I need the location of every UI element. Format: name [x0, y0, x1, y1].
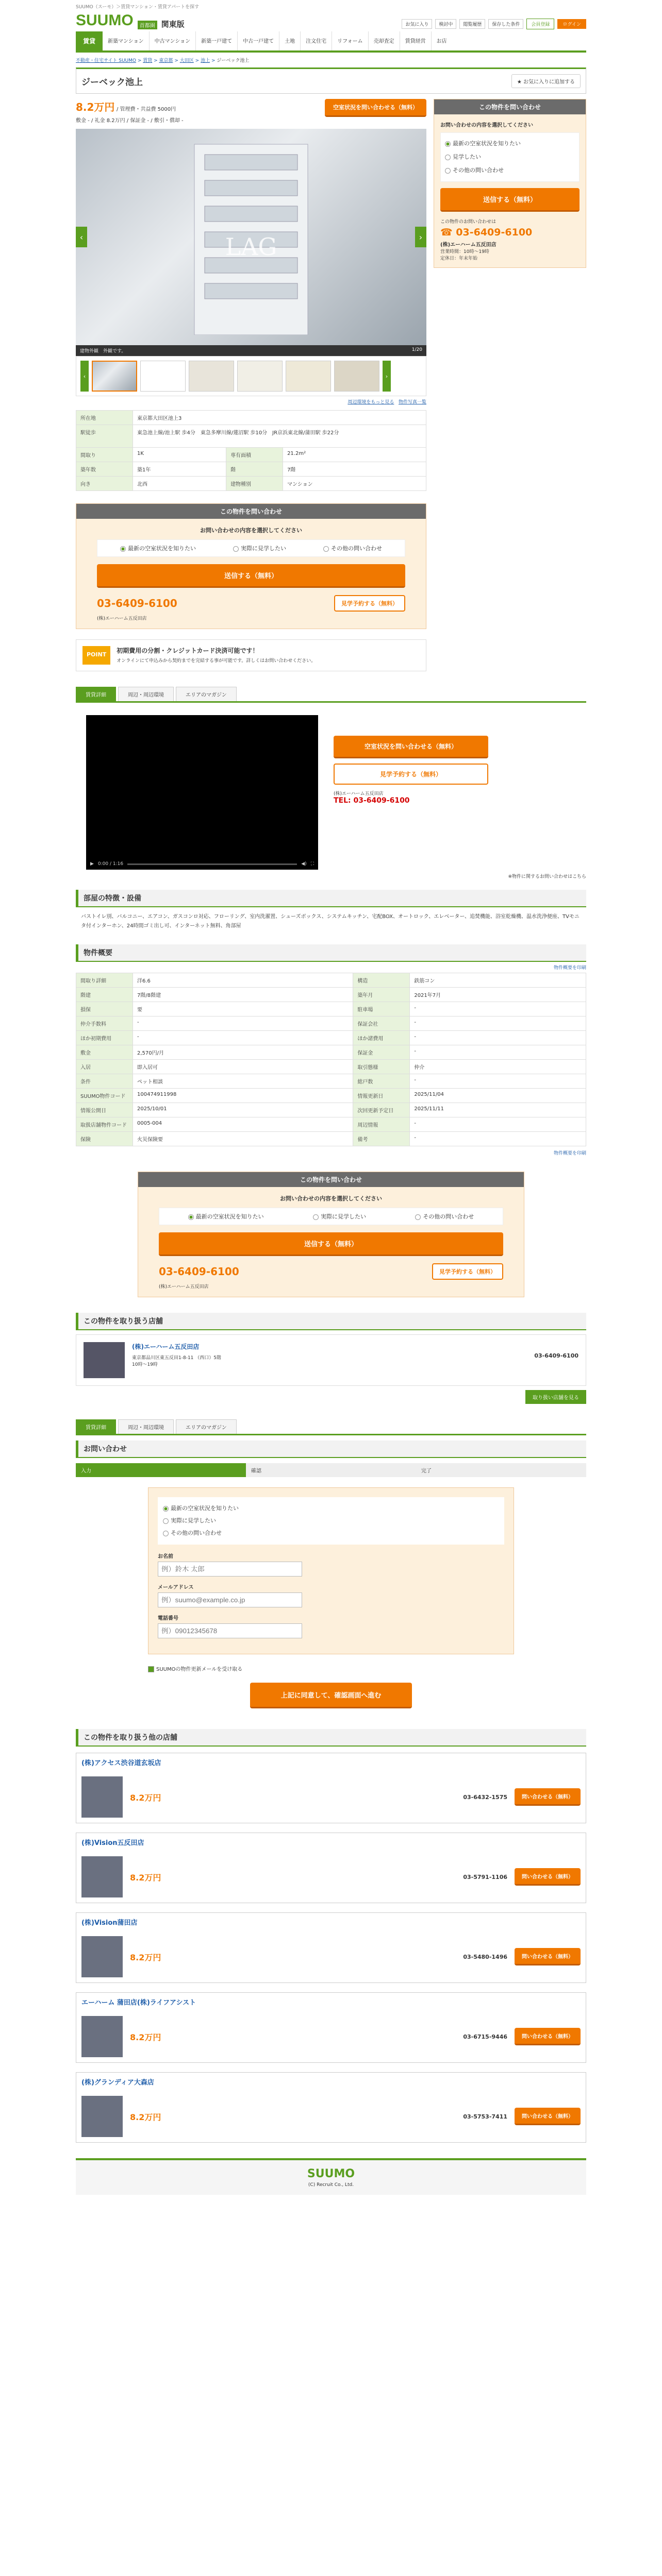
shop-name[interactable]: エーハーム 蒲田店(株)ライフアシスト	[81, 1999, 196, 2007]
option-label: 実際に見学したい	[241, 545, 286, 552]
breadcrumb-item[interactable]: 大田区	[179, 58, 194, 63]
option-label: 最新の空室状況を知りたい	[171, 1505, 239, 1512]
video-inquiry-button[interactable]: 空室状況を問い合わせる（無料）	[334, 736, 488, 758]
inquiry-option[interactable]	[313, 1212, 366, 1221]
name-field[interactable]	[158, 1562, 302, 1577]
phone-number: 03-6409-6100	[456, 227, 533, 238]
handler-address: 東京都品川区東五反田1-8-11 （西口）5階	[132, 1355, 221, 1361]
step-done: 完了	[416, 1463, 586, 1477]
shop-tel: 03-5480-1496	[463, 1953, 507, 1960]
overview-value: -	[410, 1002, 586, 1016]
shop-rent: 8.2万円	[130, 1952, 161, 1962]
thumbnail[interactable]	[237, 361, 283, 392]
shop-photo	[81, 1776, 123, 1818]
shop-tel: 03-6432-1575	[463, 1793, 507, 1801]
phone-number: 03-6409-6100	[159, 1265, 239, 1278]
inquiry-option[interactable]	[188, 1212, 264, 1221]
sidebar-submit[interactable]: 送信する（無料）	[440, 188, 580, 212]
tel-label: 電話番号	[158, 1616, 178, 1621]
option-label: 見学したい	[453, 154, 481, 160]
overview-value: 火災保険要	[133, 1132, 353, 1146]
handler-tel: 03-6409-6100	[534, 1352, 578, 1359]
tel-field[interactable]	[158, 1623, 302, 1638]
overview-row	[76, 1074, 586, 1089]
contact-option[interactable]	[163, 1527, 499, 1539]
overview-value: 2,570円/月	[133, 1045, 353, 1060]
overview-value: -	[133, 1031, 353, 1045]
overview-value: -	[410, 1045, 586, 1060]
thumbnail[interactable]	[92, 361, 137, 392]
overview-row	[76, 1031, 586, 1045]
detail-label: 専有面積	[226, 448, 283, 462]
shop-head	[76, 1913, 586, 1931]
handler-hours: 10時〜19時	[132, 1362, 158, 1367]
overview-label: 条件	[76, 1074, 133, 1089]
video-note: ※物件に関するお問い合わせはこちら	[508, 874, 586, 879]
submit-button[interactable]: 送信する（無料）	[159, 1232, 503, 1256]
inquiry-head: この物件を問い合わせ	[138, 1172, 524, 1187]
overview-value: -	[410, 1074, 586, 1089]
phone-number: 03-6409-6100	[353, 796, 410, 805]
shop-head	[76, 1753, 586, 1771]
detail-label: 築年数	[76, 462, 133, 477]
inquiry-option[interactable]	[120, 544, 196, 552]
building-illustration	[174, 139, 328, 335]
overview-row	[76, 1002, 586, 1016]
tab-detail[interactable]: 賃貸詳細	[76, 1419, 116, 1434]
video-visit-button[interactable]: 見学予約する（無料）	[334, 764, 488, 785]
detail-value: 東京都大田区池上3	[133, 411, 426, 425]
shop-card	[76, 1912, 586, 1983]
tab-bar	[76, 687, 586, 703]
option-label: その他の問い合わせ	[331, 545, 382, 552]
nav-item[interactable]: 注文住宅	[301, 31, 332, 50]
shop-photo	[81, 2096, 123, 2137]
detail-value: マンション	[283, 477, 426, 491]
shop-inquiry-button[interactable]: 問い合わせる（無料）	[515, 1868, 581, 1886]
shop-tel: 03-5753-7411	[463, 2113, 507, 2120]
option-label: 最新の空室状況を知りたい	[128, 545, 196, 552]
contact-form	[148, 1487, 514, 1654]
breadcrumb-current: ジーベック池上	[217, 58, 250, 63]
breadcrumb-item[interactable]: 不動産・住宅サイト SUUMO	[76, 58, 136, 63]
overview-value: 仲介	[410, 1060, 586, 1074]
shop-inquiry-button[interactable]: 問い合わせる（無料）	[515, 2028, 581, 2045]
nav-item[interactable]: 売却査定	[369, 31, 400, 50]
overview-label: 保証金	[353, 1045, 410, 1060]
overview-note[interactable]: 物件概要を印刷	[553, 1151, 586, 1156]
overview-label: 取引態様	[353, 1060, 410, 1074]
breadcrumb-item[interactable]: 賃貸	[143, 58, 153, 63]
shop-card	[76, 2072, 586, 2143]
top-link[interactable]: 検討中	[435, 19, 456, 29]
video-player[interactable]	[86, 715, 318, 870]
thumbnail[interactable]	[286, 361, 331, 392]
fee: / 管理費・共益費 5000円	[116, 107, 176, 112]
overview-label: 総戸数	[353, 1074, 410, 1089]
tab-magazine[interactable]: エリアのマガジン	[176, 1419, 237, 1434]
shop-name: (株)エーハーム五反田店	[159, 1284, 209, 1290]
shop-rent: 8.2万円	[130, 1792, 161, 1803]
option-label: その他の問い合わせ	[423, 1213, 474, 1220]
overview-label: 周辺情報	[353, 1117, 410, 1132]
top-link[interactable]: 保存した条件	[488, 19, 523, 29]
overview-title: 物件概要	[76, 944, 586, 962]
member-button[interactable]: 会員登録	[526, 19, 554, 29]
shop-tel: 03-5791-1106	[463, 1873, 507, 1880]
handler-card	[76, 1334, 586, 1386]
inquiry-question: お問い合わせの内容を選択してください	[280, 1195, 382, 1202]
name-label: お名前	[158, 1554, 173, 1560]
inquiry-option[interactable]	[323, 544, 382, 552]
sidebar-option[interactable]	[445, 150, 575, 164]
nav-item[interactable]: 賃貸	[76, 31, 103, 50]
inquiry-button[interactable]: 空室状況を問い合わせる（無料）	[325, 99, 426, 117]
shop-head	[76, 1833, 586, 1851]
shop-card	[76, 1753, 586, 1823]
overview-value: ペット相談	[133, 1074, 353, 1089]
tab-magazine[interactable]: エリアのマガジン	[176, 687, 237, 701]
detail-value: 1K	[133, 448, 226, 462]
photo-count: 1/20	[411, 347, 422, 352]
shop-rent: 8.2万円	[130, 1872, 161, 1883]
breadcrumb-item[interactable]: 池上	[201, 58, 210, 63]
contact-option[interactable]	[163, 1502, 499, 1515]
inquiry-box	[76, 503, 426, 629]
overview-row	[76, 1132, 586, 1146]
point-title: 初期費用の分割・クレジットカード決済可能です！	[117, 647, 259, 654]
overview-value: 100474911998	[133, 1089, 353, 1103]
shop-card	[76, 1833, 586, 1903]
overview-table	[76, 973, 586, 1146]
shop-name: (株)エーハーム五反田店	[97, 616, 147, 621]
main-column	[76, 99, 426, 671]
fullscreen-icon[interactable]: ⛶	[310, 861, 314, 867]
overview-label: 情報公開日	[76, 1103, 133, 1117]
overview-label: 駐車場	[353, 1002, 410, 1016]
email-field[interactable]	[158, 1592, 302, 1607]
step-confirm: 確認	[246, 1463, 416, 1477]
overview-value: -	[410, 1016, 586, 1031]
handler-photo	[84, 1342, 125, 1378]
env-link[interactable]: 周辺環境をもっと見る	[347, 400, 394, 405]
photo-list-link[interactable]: 物件写真一覧	[398, 400, 426, 405]
point-text: オンラインにて申込みから契約までを完結する事が可能です。詳しくはお問い合わせください。	[117, 658, 316, 664]
sidebar-option[interactable]	[445, 137, 575, 150]
checkbox-label: SUUMOの物件更新メールを受け取る	[156, 1667, 243, 1672]
point-box	[76, 639, 426, 671]
thumbnail[interactable]	[140, 361, 186, 392]
detail-label: 建物種別	[226, 477, 283, 491]
overview-label: 入居	[76, 1060, 133, 1074]
detail-label: 階	[226, 462, 283, 477]
svg-text:LAG: LAG	[225, 233, 277, 261]
visit-button[interactable]: 見学予約する（無料）	[334, 595, 405, 612]
print-link[interactable]: 物件概要を印刷	[553, 965, 586, 971]
contact-option[interactable]	[163, 1515, 499, 1527]
contact-title: お問い合わせ	[76, 1440, 586, 1458]
overview-row	[76, 1089, 586, 1103]
video-shop: (株)エーハーム五反田店	[334, 791, 384, 796]
overview-label: 築年月	[353, 988, 410, 1002]
overview-value: 要	[133, 1002, 353, 1016]
overview-label: 取扱店舗物件コード	[76, 1117, 133, 1132]
nav-item[interactable]: 中古マンション	[150, 31, 196, 50]
sidebar-holiday: 定休日：年末年始	[440, 256, 478, 261]
handler-shop[interactable]: (株)エーハーム五反田店	[132, 1343, 200, 1350]
shop-card	[76, 1992, 586, 2063]
tab-surroundings[interactable]: 周辺・周辺環境	[118, 1419, 174, 1434]
shop-inquiry-button[interactable]: 問い合わせる（無料）	[515, 1788, 581, 1806]
overview-value: 7階/8階建	[133, 988, 353, 1002]
play-icon[interactable]: ▶	[90, 861, 94, 867]
thumb-prev-icon[interactable]: ‹	[80, 361, 89, 392]
features-text: バストイレ別、バルコニー、エアコン、ガスコンロ対応、フローリング、室内洗濯置、シューズボックス、システムキッチン、宅配BOX、オートロック、エレベーター、追焚機能、浴室乾燥機、温水洗浄便座、TVモニタ付インターホン、24時間ゴミ出し可、インターネット無料、角部屋	[81, 914, 580, 929]
email-label: メールアドレス	[158, 1585, 194, 1590]
page	[76, 0, 586, 2195]
submit-button[interactable]: 送信する（無料）	[97, 564, 405, 588]
nav-item[interactable]: 賃貸経営	[400, 31, 432, 50]
mail-checkbox[interactable]	[148, 1666, 154, 1672]
overview-value: 鉄筋コン	[410, 973, 586, 988]
shop-photo	[81, 1936, 123, 1977]
sidebar-option[interactable]	[445, 164, 575, 177]
overview-label: 間取り詳細	[76, 973, 133, 988]
page-title: ジーベック池上	[81, 77, 143, 88]
sidebar-hours: 営業時間：10時〜19時	[440, 249, 489, 255]
detail-label: 駅徒歩	[76, 425, 133, 448]
overview-label: 保証会社	[353, 1016, 410, 1031]
overview-label: 階建	[76, 988, 133, 1002]
overview-row	[76, 1060, 586, 1074]
overview-value: -	[410, 1132, 586, 1146]
breadcrumb: 不動産・住宅サイト SUUMO > 賃貸 > 東京都 > 大田区 > 池上 > ジーベック池上	[76, 58, 250, 63]
overview-label: 情報更新日	[353, 1089, 410, 1103]
top-link[interactable]: 閲覧履歴	[459, 19, 485, 29]
breadcrumb-item[interactable]: 東京都	[159, 58, 173, 63]
overview-row	[76, 1016, 586, 1031]
nav-item[interactable]: 新築マンション	[103, 31, 150, 50]
inquiry-question: お問い合わせの内容を選択してください	[200, 527, 302, 534]
mail-checkbox-row[interactable]	[148, 1665, 514, 1672]
overview-label: 次回更新予定日	[353, 1103, 410, 1117]
region-tag: 首都圏	[138, 21, 157, 29]
detail-value: 東急池上線/池上駅 歩4分 東急多摩川線/蓮沼駅 歩10分 JR京浜東北線/蒲田駅 歩22分	[133, 425, 426, 448]
detail-label: 向き	[76, 477, 133, 491]
option-label: 実際に見学したい	[171, 1517, 216, 1524]
overview-value: -	[410, 1031, 586, 1045]
volume-icon[interactable]: ◀)	[301, 861, 307, 867]
tel-label: この物件のお問い合わせは	[440, 219, 496, 225]
confirm-button[interactable]: 上記に同意して、確認画面へ進む	[250, 1683, 412, 1708]
shop-rent: 8.2万円	[130, 2032, 161, 2042]
thumb-next-icon[interactable]: ›	[383, 361, 391, 392]
top-text: SUUMO（スーモ）＞賃貸マンション・賃貸アパートを探す	[76, 5, 200, 10]
inquiry-option[interactable]	[415, 1212, 474, 1221]
overview-label: 保険	[76, 1132, 133, 1146]
overview-value: 2025/11/11	[410, 1103, 586, 1117]
overview-row	[76, 1117, 586, 1132]
header	[76, 12, 586, 31]
title-bar	[76, 67, 586, 94]
overview-value: 洋6.6	[133, 973, 353, 988]
step-input: 入力	[76, 1463, 246, 1477]
shop-name[interactable]: (株)グランディア大森店	[81, 2079, 154, 2087]
sidebar-head: この物件を問い合わせ	[434, 99, 586, 114]
favorite-button[interactable]: ★ お気に入りに追加する	[511, 74, 581, 88]
others-list	[76, 1753, 586, 2143]
shop-rent: 8.2万円	[130, 2112, 161, 2122]
sidebar-shop: (株)エーハーム五反田店	[440, 242, 496, 248]
video-time: 0:00 / 1:16	[97, 861, 124, 867]
main-photo[interactable]	[76, 129, 426, 345]
overview-label: ほか初期費用	[76, 1031, 133, 1045]
overview-value: -	[133, 1016, 353, 1031]
detail-table	[76, 410, 426, 491]
detail-label: 間取り	[76, 448, 133, 462]
prev-photo-icon[interactable]: ‹	[76, 227, 87, 247]
thumbnail[interactable]	[334, 361, 379, 392]
overview-value: 0005-004	[133, 1117, 353, 1132]
option-label: 最新の空室状況を知りたい	[195, 1213, 264, 1220]
option-label: 最新の空室状況を知りたい	[453, 140, 521, 147]
overview-value: 2025/11/04	[410, 1089, 586, 1103]
sidebar-question: お問い合わせの内容を選択してください	[440, 123, 533, 128]
detail-value: 7階	[283, 462, 426, 477]
photo-caption: 建物外観 外観です。	[80, 349, 126, 354]
next-photo-icon[interactable]: ›	[415, 227, 426, 247]
overview-value: 2021年7月	[410, 988, 586, 1002]
sidebar-inquiry	[434, 99, 586, 268]
option-label: その他の問い合わせ	[171, 1530, 222, 1536]
visit-button[interactable]: 見学予約する（無料）	[432, 1263, 503, 1280]
overview-label: 仲介手数料	[76, 1016, 133, 1031]
overview-row	[76, 988, 586, 1002]
sidebar	[434, 99, 586, 671]
detail-value: 21.2m²	[283, 448, 426, 462]
sidebar-tel	[440, 227, 580, 238]
top-link[interactable]: お気に入り	[402, 19, 432, 29]
copyright: (C) Recruit Co., Ltd.	[308, 2182, 354, 2188]
overview-value: 2025/10/01	[133, 1103, 353, 1117]
detail-label: 所在地	[76, 411, 133, 425]
thumbnail[interactable]	[189, 361, 234, 392]
overview-label: 敷金	[76, 1045, 133, 1060]
shop-inquiry-button[interactable]: 問い合わせる（無料）	[515, 2108, 581, 2125]
phone-number: 03-6409-6100	[97, 597, 177, 609]
overview-row	[76, 973, 586, 988]
nav-item[interactable]: 新築一戸建て	[196, 31, 238, 50]
deposit-line: 敷金 - / 礼金 8.2万円 / 保証金 - / 敷引・償却 -	[76, 118, 184, 124]
nav-item[interactable]: 中古一戸建て	[238, 31, 279, 50]
features-title: 部屋の特徴・設備	[76, 890, 586, 907]
shop-name[interactable]: (株)Vision五反田店	[81, 1839, 144, 1847]
region[interactable]: 関東版	[161, 20, 185, 29]
footer-logo[interactable]: SUUMO	[307, 2167, 355, 2180]
overview-row	[76, 1103, 586, 1117]
nav-item[interactable]: お店	[436, 39, 447, 44]
handler-title: この物件を取り扱う店舗	[76, 1313, 586, 1330]
handler-button[interactable]: 取り扱い店舗を見る	[525, 1390, 586, 1404]
shop-inquiry-button[interactable]: 問い合わせる（無料）	[515, 1948, 581, 1965]
overview-value: -	[410, 1117, 586, 1132]
inquiry-head: この物件を問い合わせ	[76, 504, 426, 519]
footer	[76, 2158, 586, 2195]
option-label: 実際に見学したい	[320, 1213, 366, 1220]
shop-photo	[81, 2016, 123, 2057]
thumbnail-strip	[76, 356, 426, 396]
shop-tel: 03-6715-9446	[463, 2033, 507, 2040]
phone-icon: ☎	[440, 227, 456, 238]
shop-name[interactable]: (株)アクセス渋谷道玄坂店	[81, 1759, 161, 1767]
main-nav	[76, 31, 586, 53]
suumo-logo[interactable]: SUUMO	[76, 12, 134, 29]
inquiry-option[interactable]	[233, 544, 286, 552]
rent: 8.2万円	[76, 101, 115, 113]
tel-label: TEL:	[334, 796, 351, 805]
overview-label: ほか諸費用	[353, 1031, 410, 1045]
option-label: その他の問い合わせ	[453, 167, 504, 174]
others-title: この物件を取り扱う他の店舗	[76, 1729, 586, 1747]
detail-value: 北西	[133, 477, 226, 491]
detail-value: 築1年	[133, 462, 226, 477]
overview-label: 損保	[76, 1002, 133, 1016]
tab-bar-2	[76, 1419, 586, 1435]
nav-item[interactable]: 土地	[279, 31, 301, 50]
login-button[interactable]: ログイン	[557, 19, 586, 29]
nav-item[interactable]: リフォーム	[332, 31, 369, 50]
step-bar	[76, 1463, 586, 1477]
tab-detail[interactable]: 賃貸詳細	[76, 687, 116, 701]
overview-value: 即入居可	[133, 1060, 353, 1074]
shop-photo	[81, 1856, 123, 1897]
overview-row	[76, 1045, 586, 1060]
shop-head	[76, 1993, 586, 2011]
shop-head	[76, 2073, 586, 2091]
overview-label: 備考	[353, 1132, 410, 1146]
overview-label: SUUMO物件コード	[76, 1089, 133, 1103]
overview-label: 構造	[353, 973, 410, 988]
tab-surroundings[interactable]: 周辺・周辺環境	[118, 687, 174, 701]
inquiry-box	[138, 1172, 524, 1297]
point-label: POINT	[82, 646, 110, 665]
shop-name[interactable]: (株)Vision蒲田店	[81, 1919, 138, 1927]
